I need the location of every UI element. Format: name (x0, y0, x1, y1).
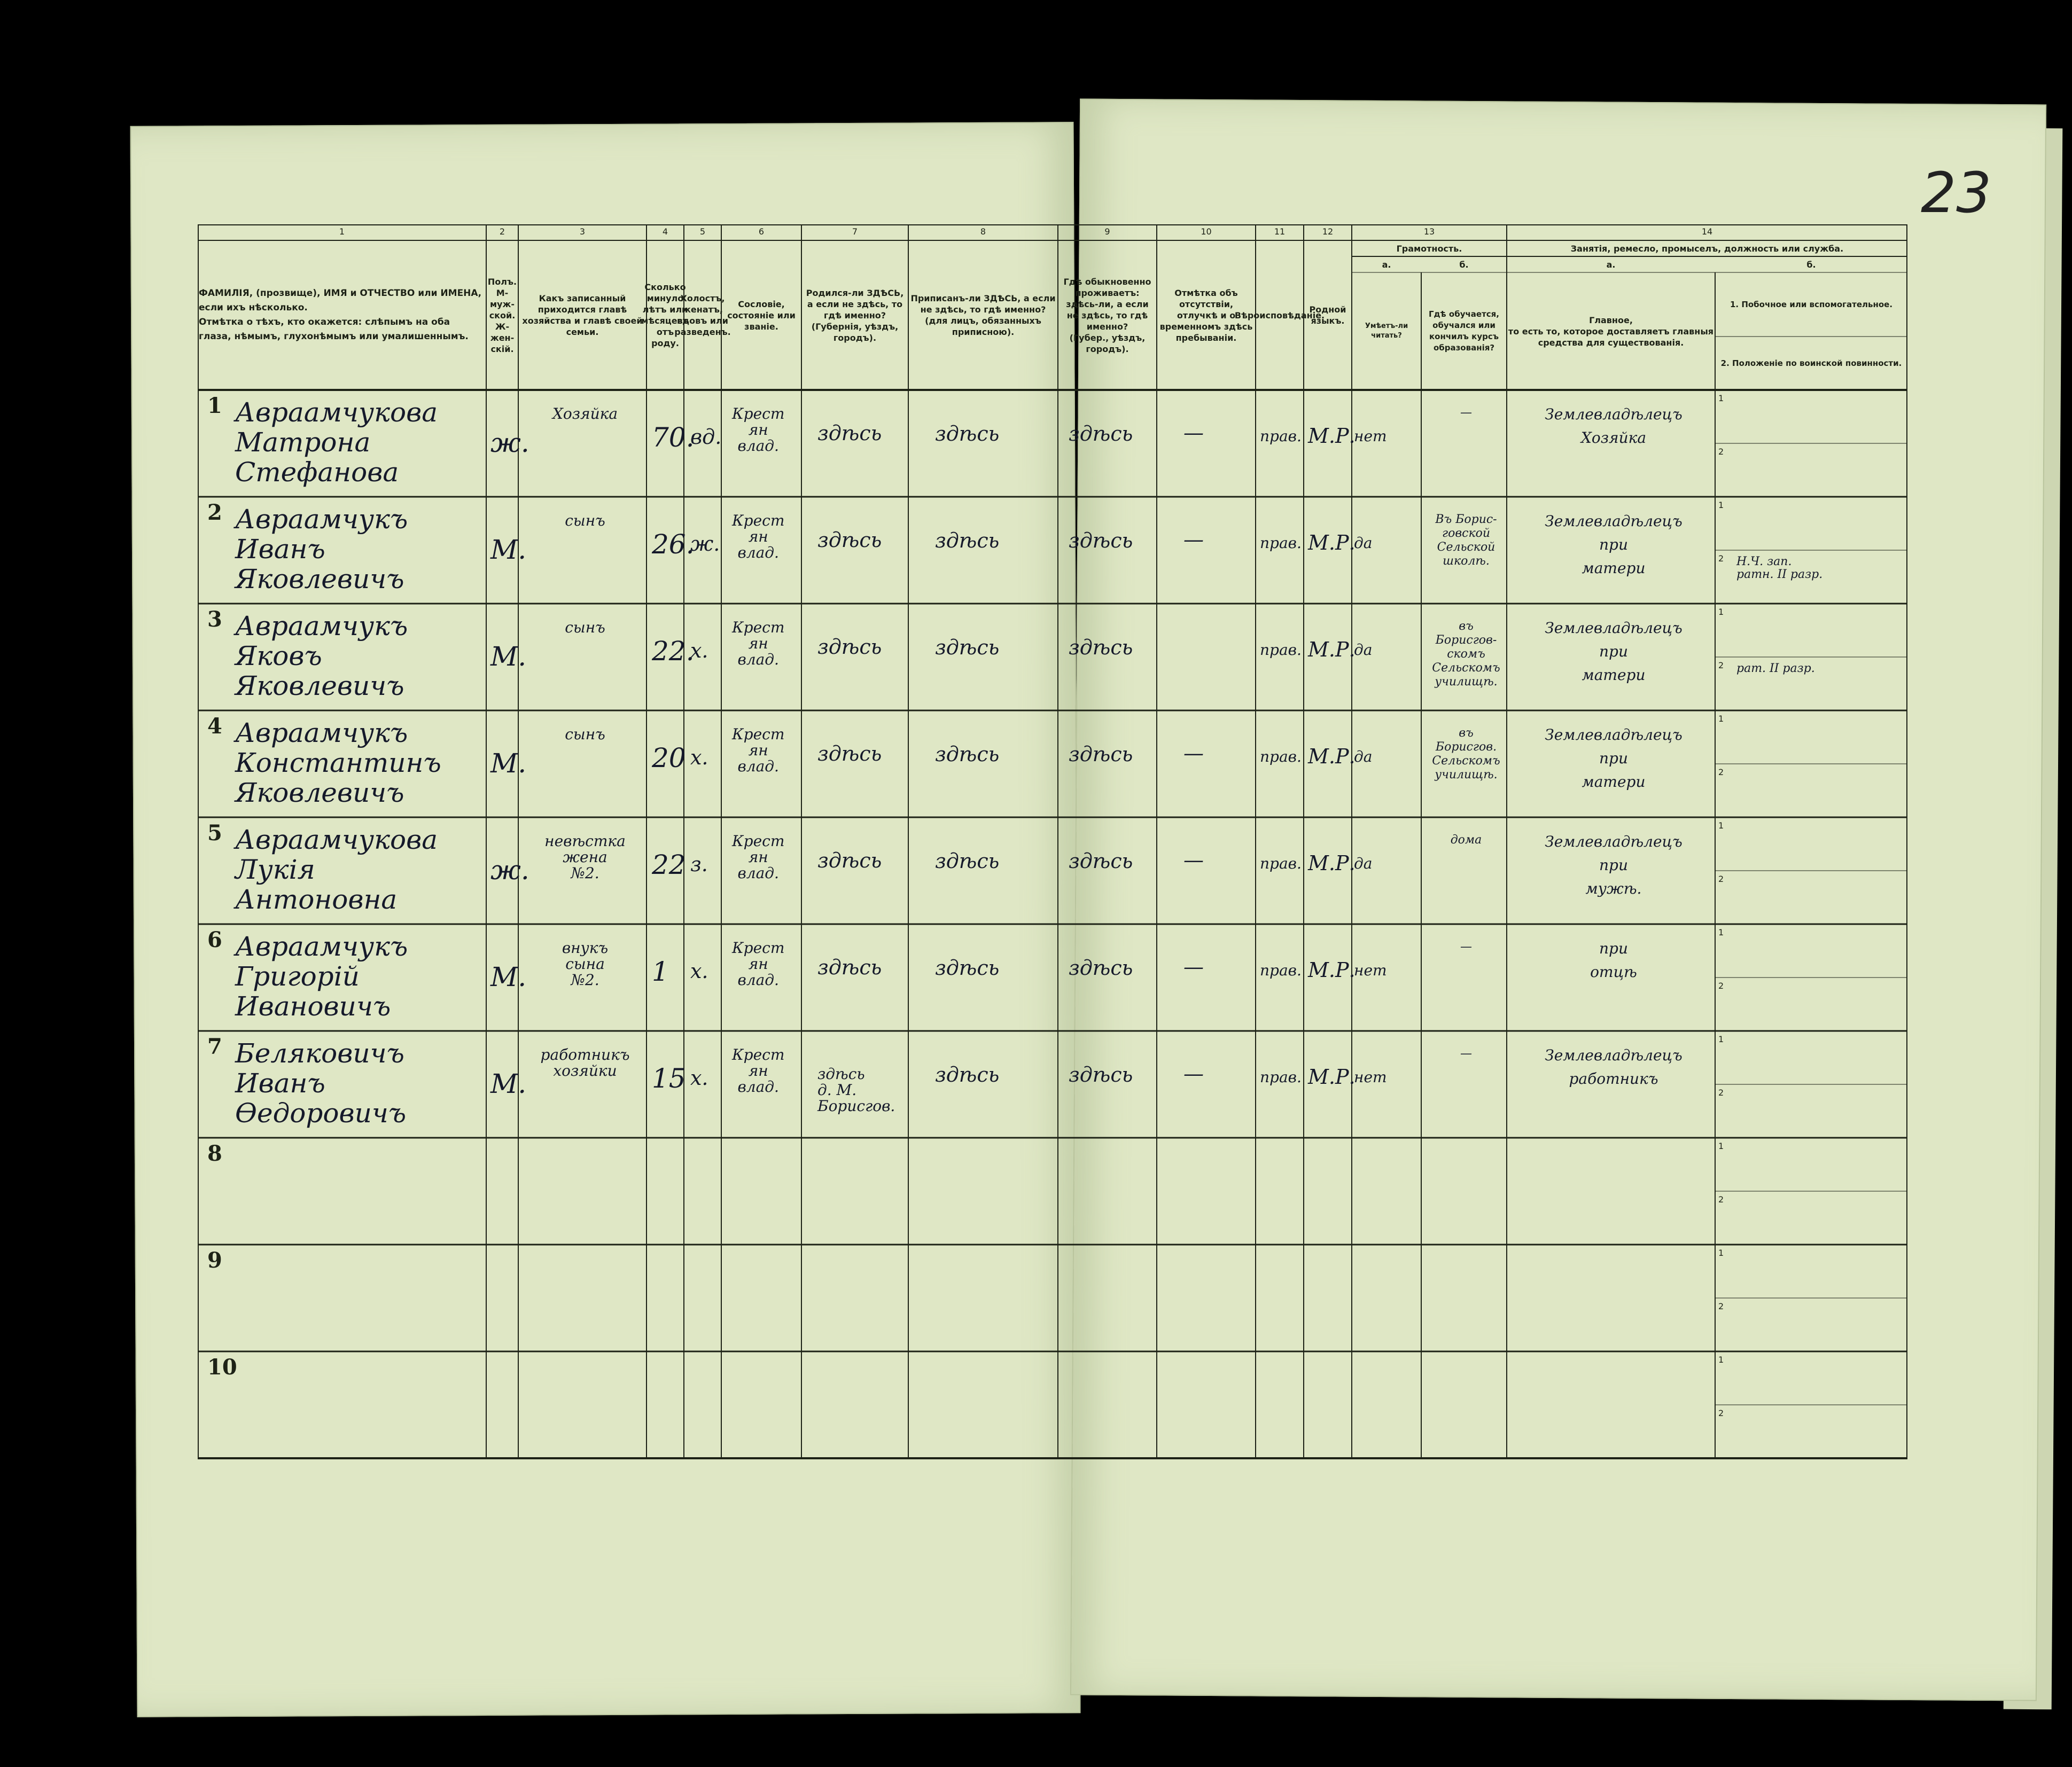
header-c12: Родной языкъ. (1309, 304, 1346, 326)
row-number: 9 (207, 1248, 222, 1273)
header-literacy: Грамотность. (1396, 243, 1462, 254)
row-number: 2 (207, 500, 222, 525)
sex: М. (490, 641, 527, 672)
residence: здѣсь (1069, 956, 1133, 980)
residence: здѣсь (1069, 742, 1133, 766)
native-language: М.Р. (1308, 958, 1356, 982)
sub-number-1: 1 (1718, 820, 1724, 831)
literacy: нет (1354, 427, 1387, 445)
header-c2: Полъ. М-муж- ской. Ж-жен- скій. (487, 276, 517, 354)
header-literacy-b-label: б. (1459, 259, 1469, 270)
literacy: да (1354, 534, 1373, 552)
residence: здѣсь (1069, 849, 1133, 873)
estate: Крест ян влад. (732, 832, 785, 882)
absence-mark: — (1183, 741, 1204, 765)
registered: здѣсь (935, 529, 1000, 552)
main-occupation: Землевладѣлецъ работникъ (1545, 1046, 1682, 1088)
header-literacy-b: Гдѣ обучается, обучался или кончилъ курсъ образованія? (1429, 309, 1499, 353)
sub-number-1: 1 (1718, 927, 1724, 937)
sub-number-1: 1 (1718, 1248, 1724, 1258)
age: 1 (652, 956, 669, 987)
marital-status: х. (690, 959, 708, 983)
column-number: 10 (1201, 226, 1212, 237)
birthplace: здѣсь (817, 956, 882, 979)
page-number: 23 (1921, 160, 1992, 225)
literacy: да (1354, 855, 1373, 872)
sub-number-2: 2 (1718, 447, 1724, 457)
header-occupation-a-label: а. (1606, 259, 1616, 270)
residence: здѣсь (1069, 636, 1133, 659)
birthplace: здѣсь (817, 421, 882, 445)
sub-number-1: 1 (1718, 1355, 1724, 1365)
marital-status: х. (690, 746, 708, 769)
registered: здѣсь (935, 422, 1000, 445)
marital-status: вд. (690, 425, 722, 449)
residence: здѣсь (1069, 529, 1133, 552)
column-number: 9 (1104, 226, 1110, 237)
sub-number-2: 2 (1718, 767, 1724, 777)
birthplace: здѣсь (817, 742, 882, 765)
sex: М. (490, 1068, 527, 1099)
main-occupation: Землевладѣлецъ при матери (1545, 726, 1682, 791)
sex: М. (490, 961, 527, 992)
column-number: 11 (1274, 226, 1286, 237)
person-name: Авраамчукова Лукія Антоновна (235, 824, 438, 915)
absence-mark: — (1183, 1062, 1204, 1085)
row-number: 5 (207, 820, 222, 846)
military-status: рат. II разр. (1736, 662, 1815, 675)
absence-mark: — (1183, 421, 1204, 444)
age: 20 (652, 742, 686, 773)
sub-number-1: 1 (1718, 607, 1724, 617)
person-name: Авраамчукъ Григорій Ивановичъ (235, 931, 408, 1022)
birthplace: здѣсь (817, 635, 882, 659)
native-language: М.Р. (1308, 745, 1356, 768)
education-place: — (1460, 406, 1472, 419)
marital-status: ж. (690, 532, 720, 556)
column-number: 12 (1322, 226, 1334, 237)
native-language: М.Р. (1308, 424, 1356, 448)
age: 15 (652, 1063, 686, 1094)
person-name: Авраамчукъ Яковъ Яковлевичъ (235, 611, 408, 701)
religion: прав. (1260, 855, 1302, 872)
header-c5: Холостъ, женатъ, вдовъ или разведенъ. (674, 293, 731, 337)
column-number: 5 (699, 226, 706, 237)
header-c3: Какъ записанный приходится главѣ хозяйства и главѣ своей семьи. (522, 293, 643, 337)
sub-number-2: 2 (1718, 981, 1724, 991)
sex: М. (490, 748, 527, 779)
estate: Крест ян влад. (732, 725, 785, 775)
relation-to-head: Хозяйка (552, 405, 618, 423)
literacy: да (1354, 641, 1373, 659)
header-c9: Гдѣ обыкновенно проживаетъ: здѣсь-ли, а если не здѣсь, то гдѣ именно? (Губер., уѣздъ, городъ). (1063, 276, 1151, 354)
literacy: нет (1354, 961, 1387, 979)
residence: здѣсь (1069, 1063, 1133, 1086)
native-language: М.Р. (1308, 638, 1356, 661)
header-c7: Родился-ли ЗДѢСЬ, а если не здѣсь, то гдѣ именно? (Губернія, уѣздъ, городъ). (806, 287, 904, 343)
header-occupation-a: Главное, то есть то, которое доставляетъ главныя средства для существованія. (1508, 315, 1714, 348)
header-occupation-b1: 1. Побочное или вспомогательное. (1730, 299, 1893, 309)
education-place: Въ Борис- говской Сельской школѣ. (1435, 513, 1497, 568)
sex: М. (490, 534, 527, 565)
age: 70. (652, 422, 695, 453)
header-c11: Вѣроисповѣданіе. (1234, 310, 1325, 320)
estate: Крест ян влад. (732, 939, 785, 989)
religion: прав. (1260, 641, 1302, 659)
row-number: 6 (207, 927, 222, 952)
registered: здѣсь (935, 849, 1000, 873)
column-number: 2 (499, 226, 505, 237)
main-occupation: Землевладѣлецъ при мужѣ. (1545, 833, 1682, 897)
education-place: въ Борисгов. Сельскомъ училищѣ. (1432, 726, 1500, 781)
main-occupation: Землевладѣлецъ при матери (1545, 619, 1682, 684)
sub-number-2: 2 (1718, 1408, 1724, 1418)
literacy: нет (1354, 1068, 1387, 1086)
person-name: Авраамчукова Матрона Стефанова (235, 397, 438, 488)
relation-to-head: невѣстка жена №2. (544, 832, 626, 882)
literacy: да (1354, 748, 1373, 765)
row-number: 8 (207, 1141, 222, 1166)
header-occupation-b-label: б. (1806, 259, 1816, 270)
birthplace: здѣсь (817, 528, 882, 552)
column-number: 3 (579, 226, 586, 237)
sub-number-2: 2 (1718, 1088, 1724, 1098)
main-occupation: Землевладѣлецъ при матери (1545, 512, 1682, 577)
marital-status: х. (690, 1066, 708, 1090)
relation-to-head: сынъ (565, 619, 605, 636)
sex: ж. (490, 427, 529, 458)
column-number: 13 (1423, 226, 1435, 237)
sub-number-2: 2 (1718, 660, 1724, 670)
birthplace: здѣсь (817, 849, 882, 872)
row-number: 10 (207, 1355, 237, 1380)
sub-number-2: 2 (1718, 1301, 1724, 1311)
marital-status: х. (690, 639, 708, 662)
person-name: Беляковичъ Иванъ Ѳедоровичъ (235, 1038, 407, 1129)
main-occupation: при отцѣ (1590, 940, 1637, 981)
native-language: М.Р. (1308, 851, 1356, 875)
relation-to-head: внукъ сына №2. (562, 939, 609, 989)
education-place: дома (1450, 833, 1482, 847)
registered: здѣсь (935, 636, 1000, 659)
education-place: въ Борисгов- скомъ Сельскомъ училищѣ. (1432, 620, 1500, 689)
person-name: Авраамчукъ Иванъ Яковлевичъ (235, 504, 408, 595)
military-status: Н.Ч. зап. ратн. II разр. (1736, 555, 1823, 581)
header-occupation-b2: 2. Положеніе по воинской повинности. (1720, 358, 1902, 368)
native-language: М.Р. (1308, 1065, 1356, 1089)
estate: Крест ян влад. (732, 1046, 785, 1096)
sub-number-1: 1 (1718, 393, 1724, 403)
religion: прав. (1260, 961, 1302, 979)
education-place: — (1460, 940, 1472, 953)
relation-to-head: сынъ (565, 725, 605, 743)
registered: здѣсь (935, 956, 1000, 980)
person-name: Авраамчукъ Константинъ Яковлевичъ (235, 717, 441, 808)
age: 22 (652, 849, 686, 880)
header-c1: ФАМИЛІЯ, (прозвище), ИМЯ и ОТЧЕСТВО или ИМЕНА, если ихъ нѣсколько. Отмѣтка о тѣхъ, кто окажется: слѣпымъ на оба глаза, нѣмымъ, глухонѣмымъ или умалишеннымъ. (199, 288, 482, 342)
sub-number-2: 2 (1718, 874, 1724, 884)
relation-to-head: работникъ хозяйки (540, 1046, 630, 1080)
religion: прав. (1260, 427, 1302, 445)
religion: прав. (1260, 534, 1302, 552)
row-number: 4 (207, 714, 222, 739)
marital-status: з. (690, 853, 708, 876)
sub-number-2: 2 (1718, 1194, 1724, 1205)
estate: Крест ян влад. (732, 512, 785, 561)
column-number: 6 (758, 226, 765, 237)
header-literacy-a-label: а. (1382, 259, 1391, 270)
header-c4: Сколько минуло лѣтъ или мѣсяцевъ отъ роду. (641, 282, 689, 348)
sub-number-1: 1 (1718, 714, 1724, 724)
column-number: 14 (1701, 226, 1713, 237)
education-place: — (1460, 1047, 1472, 1060)
birthplace: здѣсь д. М. Борисгов. (817, 1065, 895, 1115)
column-number: 8 (980, 226, 986, 237)
estate: Крест ян влад. (732, 619, 785, 668)
residence: здѣсь (1069, 422, 1133, 445)
row-number: 3 (207, 607, 222, 632)
sub-number-2: 2 (1718, 553, 1724, 564)
row-number: 1 (207, 393, 222, 418)
registered: здѣсь (935, 1063, 1000, 1086)
census-form (198, 224, 1907, 1512)
header-occupation: Занятія, ремесло, промыселъ, должность или служба. (1570, 243, 1844, 254)
estate: Крест ян влад. (732, 405, 785, 455)
registered: здѣсь (935, 742, 1000, 766)
relation-to-head: сынъ (565, 512, 605, 529)
absence-mark: — (1183, 848, 1204, 872)
sub-number-1: 1 (1718, 1034, 1724, 1044)
main-occupation: Землевладѣлецъ Хозяйка (1545, 405, 1682, 447)
column-number: 1 (339, 226, 345, 237)
age: 26. (652, 529, 695, 560)
header-c8: Приписанъ-ли ЗДѢСЬ, а если не здѣсь, то гдѣ именно? (для лицъ, обязанныхъ приписною). (910, 293, 1056, 337)
header-literacy-a: Умѣетъ-ли читать? (1365, 322, 1408, 340)
absence-mark: — (1183, 955, 1204, 979)
religion: прав. (1260, 748, 1302, 765)
sub-number-1: 1 (1718, 1141, 1724, 1151)
native-language: М.Р. (1308, 531, 1356, 554)
religion: прав. (1260, 1068, 1302, 1086)
column-number: 7 (852, 226, 858, 237)
absence-mark: — (1183, 528, 1204, 551)
age: 22. (652, 636, 695, 667)
row-number: 7 (207, 1034, 222, 1059)
header-c10: Отмѣтка объ отсутствіи, отлучкѣ и о временномъ здѣсь пребываніи. (1159, 287, 1253, 343)
sub-number-1: 1 (1718, 500, 1724, 510)
column-number: 4 (662, 226, 668, 237)
header-c6: Сословіе, состояніе или званіе. (727, 299, 796, 332)
sex: ж. (490, 855, 529, 886)
